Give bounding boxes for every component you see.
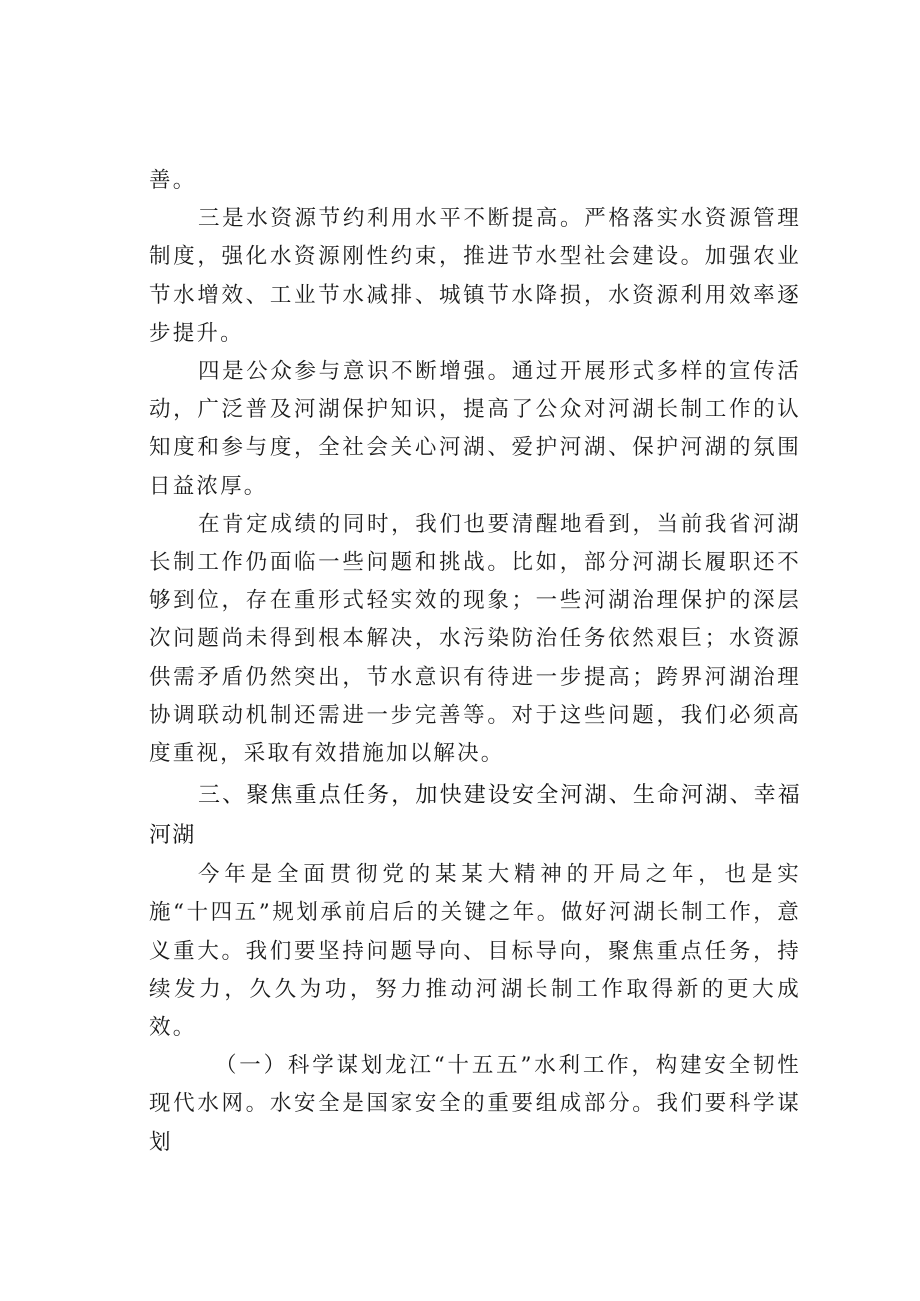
paragraph-this-year: 今年是全面贯彻党的某某大精神的开局之年，也是实施“十四五”规划承前启后的关键之年。做好河湖长制工作，意义重大。我们要坚持问题导向、目标导向，聚焦重点任务，持续发力，久久为功，努力推动河湖长制工作取得新的更大成效。	[149, 862, 801, 1041]
section-heading: 三、聚焦重点任务，加快建设安全河湖、生命河湖、幸福河湖	[149, 783, 801, 849]
document-body	[149, 162, 801, 1162]
paragraph-water-saving: 三是水资源节约利用水平不断提高。严格落实水资源管理制度，强化水资源刚性约束，推进节水型社会建设。加强农业节水增效、工业节水减排、城镇节水降损，水资源利用效率逐步提升。	[149, 206, 801, 346]
paragraph-challenges: 在肯定成绩的同时，我们也要清醒地看到，当前我省河湖长制工作仍面临一些问题和挑战。比如，部分河湖长履职还不够到位，存在重形式轻实效的现象；一些河湖治理保护的深层次问题尚未得到根本解决，水污染防治任务依然艰巨；水资源供需矛盾仍然突出，节水意识有待进一步提高；跨界河湖治理协调联动机制还需进一步完善等。对于这些问题，我们必须高度重视，采取有效措施加以解决。	[149, 511, 801, 767]
paragraph-public-awareness: 四是公众参与意识不断增强。通过开展形式多样的宣传活动，广泛普及河湖保护知识，提高了公众对河湖长制工作的认知度和参与度，全社会关心河湖、爱护河湖、保护河湖的氛围日益浓厚。	[149, 359, 801, 499]
paragraph-subsection-1: （一）科学谋划龙江“十五五”水利工作，构建安全韧性现代水网。水安全是国家安全的重要组成部分。我们要科学谋划	[149, 1053, 801, 1155]
paragraph-continuation: 善。	[149, 168, 197, 193]
